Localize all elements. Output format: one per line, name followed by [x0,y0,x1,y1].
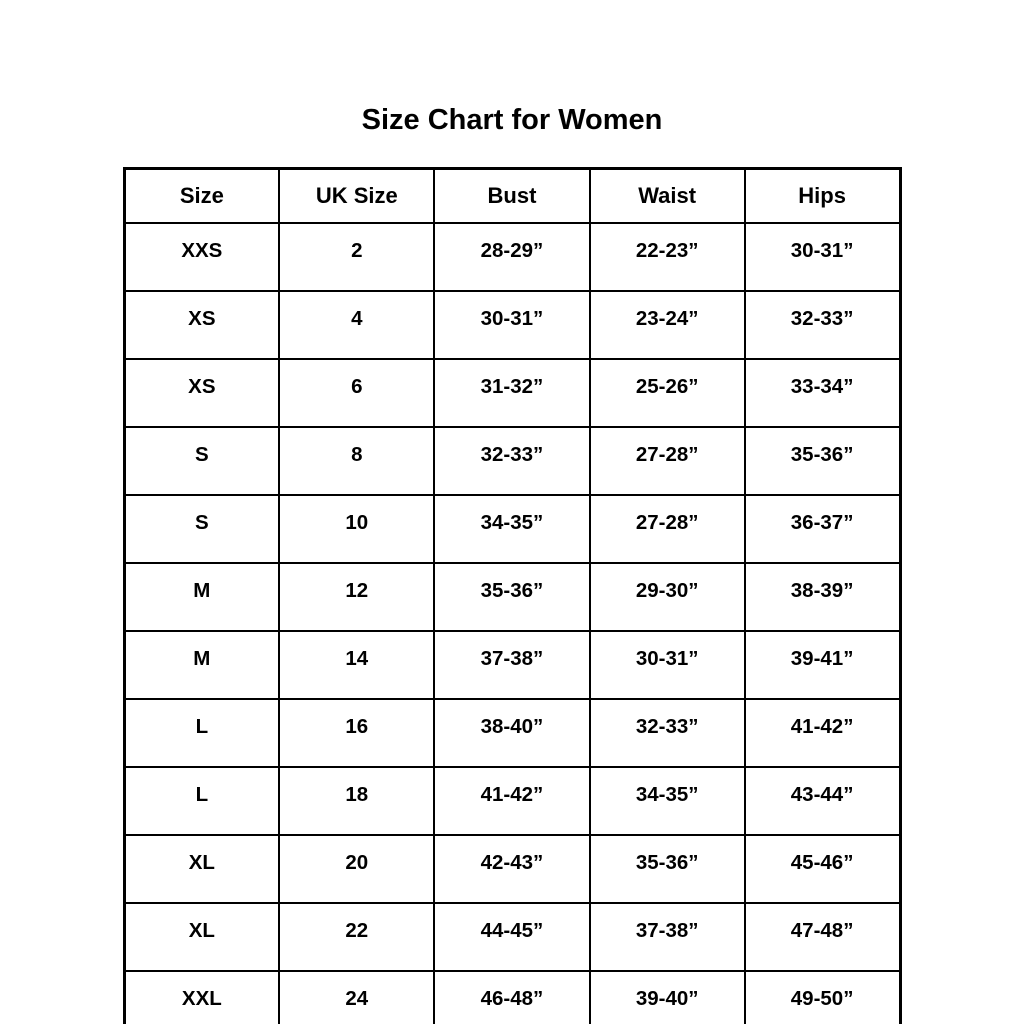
table-cell: 44-45” [434,903,589,971]
table-cell: 32-33” [745,291,900,359]
table-row [124,971,900,1024]
table-cell: 35-36” [434,563,589,631]
table-cell: 38-39” [745,563,900,631]
table-cell: 34-35” [590,767,745,835]
table-cell: L [124,699,279,767]
table-cell: 32-33” [434,427,589,495]
table-cell: 39-40” [590,971,745,1024]
table-cell: 35-36” [745,427,900,495]
table-header [124,169,900,224]
column-header-size: Size [124,169,279,224]
table-row [124,563,900,631]
table-cell: XS [124,291,279,359]
table-cell: 30-31” [434,291,589,359]
table-cell: M [124,631,279,699]
table-row [124,767,900,835]
table-cell: 28-29” [434,223,589,291]
table-cell: 47-48” [745,903,900,971]
table-row [124,427,900,495]
table-cell: 16 [279,699,434,767]
table-cell: 37-38” [434,631,589,699]
table-cell: 8 [279,427,434,495]
table-cell: 4 [279,291,434,359]
table-cell: 34-35” [434,495,589,563]
table-cell: M [124,563,279,631]
table-body [124,223,900,1024]
table-cell: 36-37” [745,495,900,563]
table-row [124,291,900,359]
table-cell: S [124,427,279,495]
table-row [124,223,900,291]
table-cell: 14 [279,631,434,699]
table-cell: 25-26” [590,359,745,427]
table-cell: 41-42” [745,699,900,767]
page-title: Size Chart for Women [361,104,663,136]
table-cell: XL [124,835,279,903]
table-cell: 12 [279,563,434,631]
table-cell: 2 [279,223,434,291]
table-cell: 37-38” [590,903,745,971]
table-cell: L [124,767,279,835]
table-cell: 10 [279,495,434,563]
table-cell: 29-30” [590,563,745,631]
table-row [124,495,900,563]
table-cell: 45-46” [745,835,900,903]
table-cell: 27-28” [590,495,745,563]
table-cell: 31-32” [434,359,589,427]
table-row [124,903,900,971]
table-cell: 39-41” [745,631,900,699]
column-header-bust: Bust [434,169,589,224]
table-cell: 30-31” [745,223,900,291]
column-header-waist: Waist [590,169,745,224]
table-row [124,835,900,903]
table-cell: 6 [279,359,434,427]
table-cell: 35-36” [590,835,745,903]
table-cell: XXL [124,971,279,1024]
table-row [124,631,900,699]
table-cell: 42-43” [434,835,589,903]
table-cell: 22-23” [590,223,745,291]
table-cell: 27-28” [590,427,745,495]
table-cell: 24 [279,971,434,1024]
table-cell: 32-33” [590,699,745,767]
size-chart-table [123,167,902,1024]
table-cell: 30-31” [590,631,745,699]
table-cell: XL [124,903,279,971]
table-cell: 38-40” [434,699,589,767]
table-cell: 22 [279,903,434,971]
table-cell: 23-24” [590,291,745,359]
table-cell: 49-50” [745,971,900,1024]
table-row [124,699,900,767]
table-cell: 18 [279,767,434,835]
table-cell: 33-34” [745,359,900,427]
table-cell: XS [124,359,279,427]
table-cell: 43-44” [745,767,900,835]
table-cell: 41-42” [434,767,589,835]
table-cell: 20 [279,835,434,903]
column-header-hips: Hips [745,169,900,224]
column-header-uk-size: UK Size [279,169,434,224]
table-cell: S [124,495,279,563]
table-header-row [124,169,900,224]
table-row [124,359,900,427]
table-cell: 46-48” [434,971,589,1024]
table-cell: XXS [124,223,279,291]
